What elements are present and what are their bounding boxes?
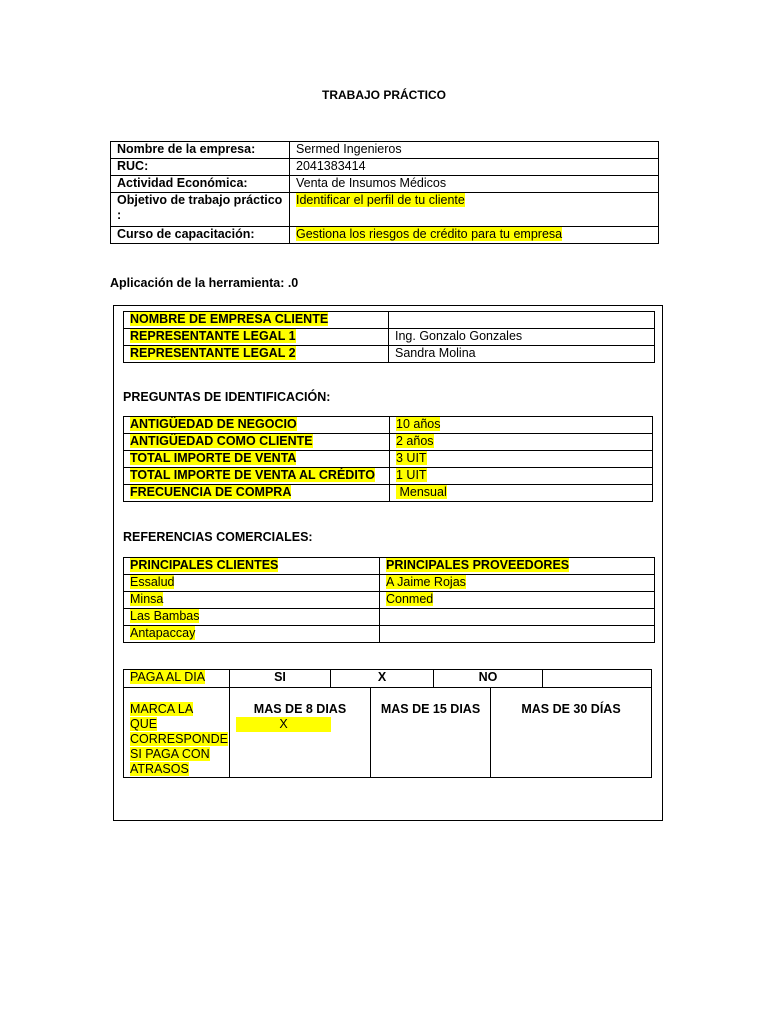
ruc-label: RUC: (111, 159, 290, 176)
table-row (124, 592, 655, 609)
table-row (124, 626, 655, 643)
table-row (111, 159, 659, 176)
document-title: TRABAJO PRÁCTICO (321, 88, 446, 102)
on-time-label: PAGA AL DIA (130, 670, 206, 684)
table-row (111, 193, 659, 227)
table-row (111, 176, 659, 193)
late-payment-label: MARCA LA QUE CORRESPONDE SI PAGA CON ATRASOS (130, 702, 228, 776)
yes-label: SI (230, 670, 331, 688)
client-age-value: 2 años (396, 434, 434, 448)
legal-rep-2-value: Sandra Molina (389, 346, 655, 363)
table-row (124, 312, 655, 329)
yes-mark: X (331, 670, 434, 688)
client-table (123, 311, 655, 363)
credit-sales-value: 1 UIT (396, 468, 427, 482)
table-row (124, 670, 652, 688)
total-sales-value: 3 UIT (396, 451, 427, 465)
credit-sales-label-cell (124, 468, 390, 485)
client-age-label: ANTIGÜEDAD COMO CLIENTE (130, 434, 313, 448)
legal-rep-1-label: REPRESENTANTE LEGAL 1 (130, 329, 296, 343)
application-label: Aplicación de la herramienta: .0 (110, 276, 299, 290)
purchase-frequency-label: FRECUENCIA DE COMPRA (130, 485, 292, 499)
objective-value: Identificar el perfil de tu cliente (296, 193, 465, 207)
total-sales-label: TOTAL IMPORTE DE VENTA (130, 451, 297, 465)
client-name: Antapaccay (130, 626, 196, 640)
late-8-cell (230, 688, 371, 778)
purchase-frequency-value: Mensual (396, 485, 447, 499)
late-8-label: MAS DE 8 DIAS (253, 702, 347, 716)
business-age-value: 10 años (396, 417, 441, 431)
client-cell (124, 626, 380, 643)
client-cell (124, 609, 380, 626)
business-age-label: ANTIGÜEDAD DE NEGOCIO (130, 417, 297, 431)
course-cell (290, 227, 659, 244)
company-name-label: Nombre de la empresa: (111, 142, 290, 159)
objective-cell (290, 193, 659, 227)
table-row (111, 142, 659, 159)
clients-header-cell (124, 558, 380, 575)
payment-table (123, 669, 652, 778)
late-payment-label-cell (124, 688, 230, 778)
on-time-label-cell (124, 670, 230, 688)
supplier-cell (380, 575, 655, 592)
course-label: Curso de capacitación: (111, 227, 290, 244)
economic-activity-value: Venta de Insumos Médicos (290, 176, 659, 193)
total-sales-label-cell (124, 451, 390, 468)
clients-header: PRINCIPALES CLIENTES (130, 558, 279, 572)
late-30-label: MAS DE 30 DÍAS (521, 702, 621, 716)
legal-rep-1-label-cell (124, 329, 389, 346)
supplier-cell (380, 592, 655, 609)
table-row (124, 558, 655, 575)
supplier-cell (380, 626, 655, 643)
table-row (124, 609, 655, 626)
late-15-cell (371, 688, 491, 778)
no-label: NO (434, 670, 543, 688)
client-name: Minsa (130, 592, 164, 606)
client-age-label-cell (124, 434, 390, 451)
table-row (124, 468, 653, 485)
late-15-label: MAS DE 15 DIAS (380, 702, 481, 716)
table-row (124, 417, 653, 434)
no-mark (543, 670, 652, 688)
company-name-value: Sermed Ingenieros (290, 142, 659, 159)
client-name-value (389, 312, 655, 329)
business-age-label-cell (124, 417, 390, 434)
total-sales-cell (390, 451, 653, 468)
credit-sales-cell (390, 468, 653, 485)
late-30-cell (491, 688, 652, 778)
ruc-value: 2041383414 (290, 159, 659, 176)
company-info-table (110, 141, 659, 244)
course-value: Gestiona los riesgos de crédito para tu empresa (296, 227, 563, 241)
business-age-cell (390, 417, 653, 434)
client-cell (124, 575, 380, 592)
objective-label: Objetivo de trabajo práctico : (111, 193, 290, 227)
table-row (124, 688, 652, 778)
suppliers-header-cell (380, 558, 655, 575)
client-name-label-cell (124, 312, 389, 329)
legal-rep-2-label: REPRESENTANTE LEGAL 2 (130, 346, 296, 360)
client-cell (124, 592, 380, 609)
purchase-frequency-label-cell (124, 485, 390, 502)
supplier-name: A Jaime Rojas (386, 575, 466, 589)
suppliers-header: PRINCIPALES PROVEEDORES (386, 558, 570, 572)
table-row (124, 575, 655, 592)
table-row (124, 451, 653, 468)
table-row (124, 434, 653, 451)
commercial-references-table (123, 557, 655, 643)
late-8-mark: X (236, 717, 331, 732)
client-name-label: NOMBRE DE EMPRESA CLIENTE (130, 312, 329, 326)
economic-activity-label: Actividad Económica: (111, 176, 290, 193)
legal-rep-2-label-cell (124, 346, 389, 363)
client-age-cell (390, 434, 653, 451)
purchase-frequency-cell (390, 485, 653, 502)
identification-heading: PREGUNTAS DE IDENTIFICACIÓN: (123, 390, 331, 404)
supplier-cell (380, 609, 655, 626)
legal-rep-1-value: Ing. Gonzalo Gonzales (389, 329, 655, 346)
identification-table (123, 416, 653, 502)
supplier-name: Conmed (386, 592, 434, 606)
references-heading: REFERENCIAS COMERCIALES: (123, 530, 313, 544)
table-row (111, 227, 659, 244)
credit-sales-label: TOTAL IMPORTE DE VENTA AL CRÉDITO (130, 468, 375, 482)
table-row (124, 329, 655, 346)
table-row (124, 485, 653, 502)
table-row (124, 346, 655, 363)
client-name: Las Bambas (130, 609, 200, 623)
client-name: Essalud (130, 575, 175, 589)
